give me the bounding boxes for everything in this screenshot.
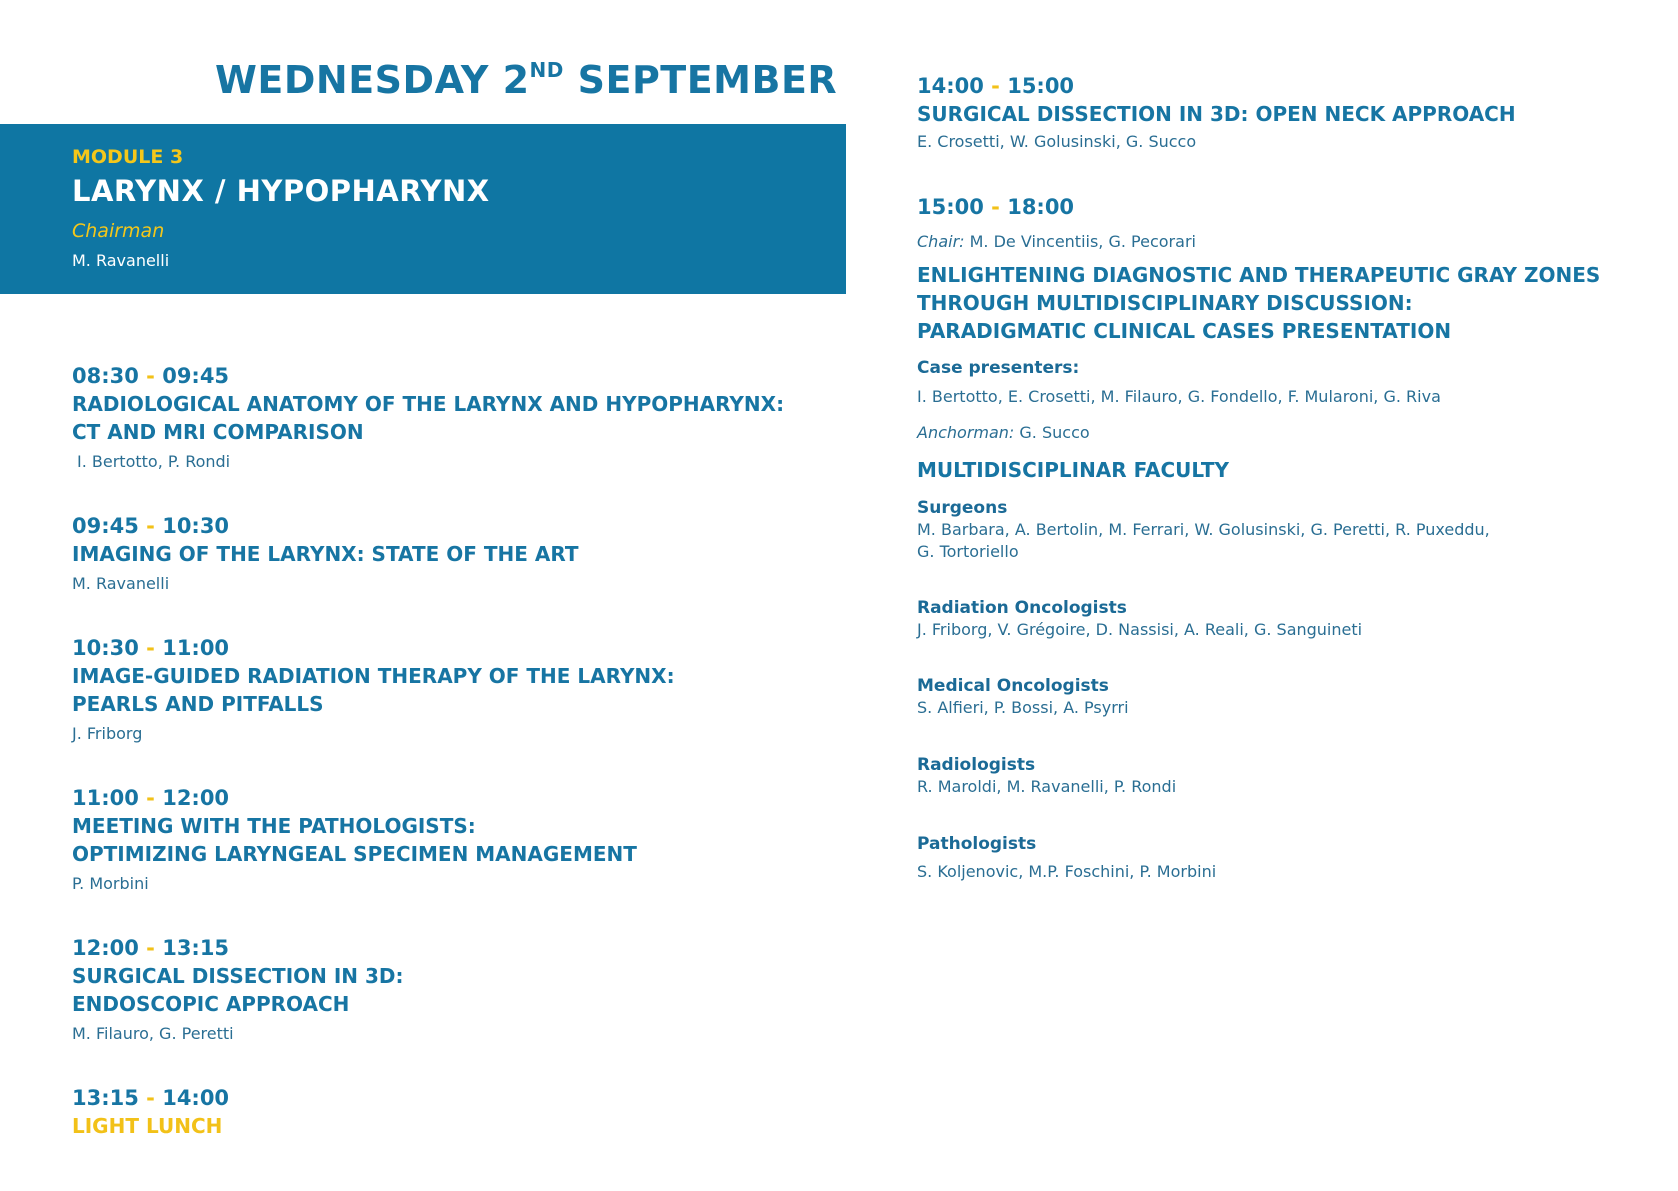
session-1315 [72,1084,832,1140]
session-time: 08:30 - 09:45 [72,364,230,388]
faculty-pathologists [917,833,1617,883]
session-speakers: P. Morbini [72,874,149,893]
session-title-line: SURGICAL DISSECTION IN 3D: OPEN NECK APPROACH [917,102,1516,126]
session-time: 10:30 - 11:00 [72,636,230,660]
session-1030 [72,634,832,745]
module-banner [0,124,846,294]
anchorman: Anchorman: G. Succo [917,423,1090,442]
day-title [215,58,837,102]
faculty-role: Surgeons [917,498,1008,518]
session-title-line: IMAGE-GUIDED RADIATION THERAPY OF THE LARYNX: [72,664,675,688]
session-1500 [917,193,1617,484]
faculty-names: S. Koljenovic, M.P. Foschini, P. Morbini [917,862,1217,881]
faculty-title: MULTIDISCIPLINAR FACULTY [917,458,1229,482]
session-title-line: ENDOSCOPIC APPROACH [72,992,350,1016]
session-time: 11:00 - 12:00 [72,786,230,810]
session-speakers: M. Filauro, G. Peretti [72,1024,234,1043]
session-speakers: E. Crosetti, W. Golusinski, G. Succo [917,132,1197,151]
session-title-line: PEARLS AND PITFALLS [72,692,324,716]
session-time: 12:00 - 13:15 [72,936,230,960]
session-title-line: OPTIMIZING LARYNGEAL SPECIMEN MANAGEMENT [72,842,637,866]
faculty-medical-oncologists [917,675,1617,719]
faculty-surgeons [917,497,1617,563]
session-speakers: M. Ravanelli [72,574,170,593]
faculty-names: R. Maroldi, M. Ravanelli, P. Rondi [917,777,1177,796]
module-title: LARYNX / HYPOPHARYNX [72,174,490,208]
session-time: 15:00 - 18:00 [917,195,1075,219]
session-1100 [72,784,832,895]
session-speakers: I. Bertotto, P. Rondi [77,452,231,471]
session-1200 [72,934,832,1045]
module-label: MODULE 3 [72,146,184,168]
day-title-ordinal: ND [529,58,564,82]
session-1400 [917,72,1617,153]
session-title-line: IMAGING OF THE LARYNX: STATE OF THE ART [72,542,579,566]
faculty-names: M. Barbara, A. Bertolin, M. Ferrari, W. Golusinski, G. Peretti, R. Puxeddu, [917,520,1490,539]
session-title-line: SURGICAL DISSECTION IN 3D: [72,964,404,988]
session-title-line: CT AND MRI COMPARISON [72,420,364,444]
session-0830 [72,362,832,473]
faculty-radiation-oncologists [917,597,1617,641]
chairman-label: Chairman [72,220,165,242]
session-chair: Chair: M. De Vincentiis, G. Pecorari [917,232,1196,251]
faculty-role: Medical Oncologists [917,676,1109,696]
session-title-line: PARADIGMATIC CLINICAL CASES PRESENTATION [917,319,1452,343]
session-title-line: ENLIGHTENING DIAGNOSTIC AND THERAPEUTIC GRAY ZONES [917,263,1601,287]
session-speakers: J. Friborg [72,724,143,743]
faculty-radiologists [917,754,1617,798]
session-title-line: MEETING WITH THE PATHOLOGISTS: [72,814,476,838]
case-presenters: I. Bertotto, E. Crosetti, M. Filauro, G. Fondello, F. Mularoni, G. Riva [917,387,1441,406]
session-time: 13:15 - 14:00 [72,1086,230,1110]
session-time: 09:45 - 10:30 [72,514,230,538]
faculty-names: G. Tortoriello [917,542,1019,561]
session-title-line: THROUGH MULTIDISCIPLINARY DISCUSSION: [917,291,1413,315]
faculty-role: Pathologists [917,834,1037,854]
faculty-role: Radiation Oncologists [917,598,1127,618]
day-title-prefix: WEDNESDAY 2 [215,58,530,102]
case-presenters-label: Case presenters: [917,358,1080,378]
session-time: 14:00 - 15:00 [917,74,1075,98]
day-title-suffix: SEPTEMBER [563,58,838,102]
session-title-line: LIGHT LUNCH [72,1114,223,1138]
chairman-name: M. Ravanelli [72,251,170,270]
faculty-names: J. Friborg, V. Grégoire, D. Nassisi, A. Reali, G. Sanguineti [917,620,1363,639]
faculty-names: S. Alfieri, P. Bossi, A. Psyrri [917,698,1129,717]
session-title-line: RADIOLOGICAL ANATOMY OF THE LARYNX AND HYPOPHARYNX: [72,392,785,416]
session-0945 [72,512,832,595]
faculty-role: Radiologists [917,755,1036,775]
